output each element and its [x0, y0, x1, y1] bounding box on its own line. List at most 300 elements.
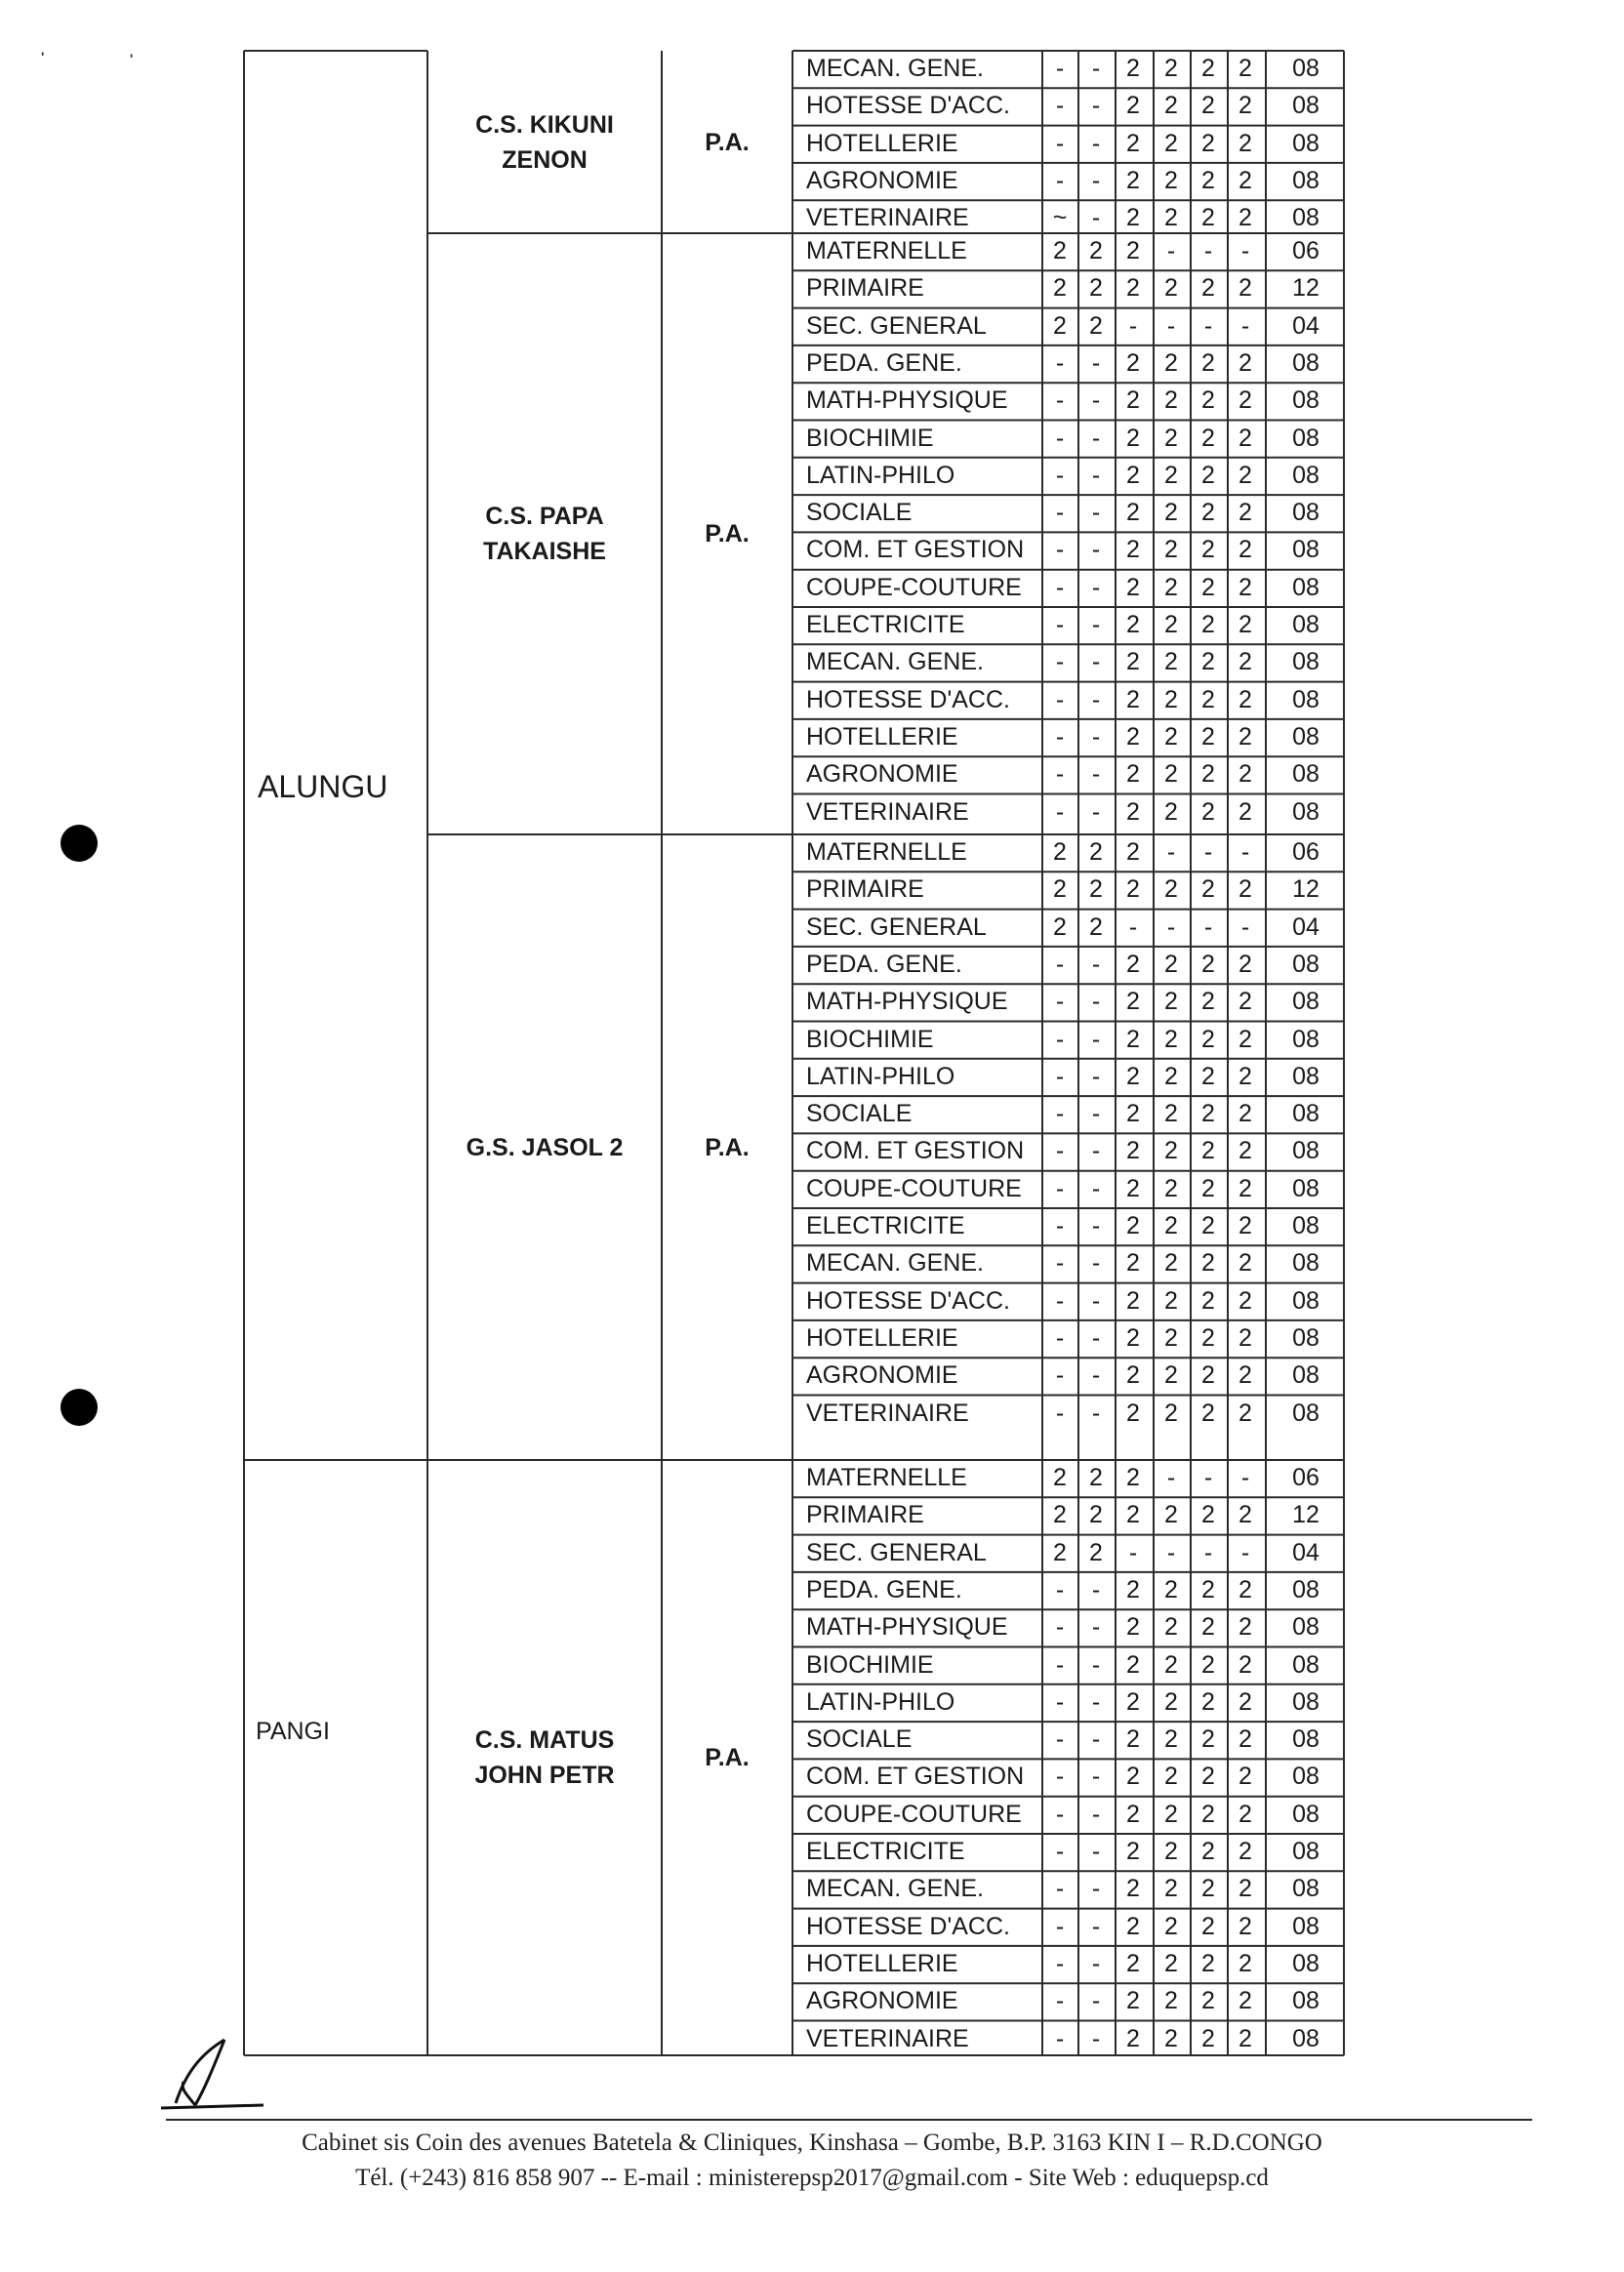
- school-status: P.A.: [705, 1744, 750, 1771]
- class-count: -: [1055, 1613, 1065, 1642]
- class-count: -: [1055, 129, 1065, 157]
- class-count: 2: [1126, 1501, 1140, 1529]
- class-count: -: [1055, 1875, 1065, 1903]
- class-count: 2: [1164, 348, 1178, 377]
- class-count: 2: [1126, 1725, 1140, 1754]
- row-total: 08: [1292, 1650, 1320, 1679]
- class-count: 2: [1164, 722, 1178, 751]
- class-count: 2: [1164, 1323, 1178, 1352]
- class-count: -: [1055, 2024, 1065, 2052]
- class-count: -: [1091, 461, 1101, 489]
- class-count: 2: [1126, 129, 1140, 157]
- option-name: AGRONOMIE: [806, 166, 958, 194]
- option-name: HOTELLERIE: [806, 722, 958, 751]
- option-name: LATIN-PHILO: [806, 1687, 955, 1716]
- class-count: 2: [1089, 913, 1103, 941]
- class-count: 2: [1201, 1575, 1215, 1603]
- class-count: 2: [1201, 1838, 1215, 1865]
- class-count: -: [1240, 913, 1250, 941]
- class-count: 2: [1164, 499, 1178, 527]
- class-count: -: [1091, 55, 1101, 82]
- row-total: 08: [1292, 2024, 1320, 2052]
- class-count: 2: [1126, 988, 1140, 1016]
- class-count: -: [1055, 92, 1065, 120]
- class-count: -: [1091, 611, 1101, 638]
- class-count: -: [1203, 311, 1213, 340]
- class-count: ~: [1052, 204, 1068, 232]
- row-total: 04: [1292, 1538, 1320, 1566]
- class-count: 2: [1201, 1949, 1215, 1977]
- class-count: 2: [1201, 499, 1215, 527]
- option-name: HOTESSE D'ACC.: [806, 92, 1010, 120]
- class-count: -: [1240, 838, 1250, 866]
- class-count: 2: [1201, 1100, 1215, 1128]
- class-count: -: [1091, 204, 1101, 232]
- class-count: 2: [1089, 1464, 1103, 1491]
- row-total: 08: [1292, 1875, 1320, 1903]
- class-count: 2: [1201, 386, 1215, 415]
- class-count: 2: [1201, 1399, 1215, 1427]
- class-count: 2: [1053, 838, 1067, 866]
- row-total: 08: [1292, 722, 1320, 751]
- class-count: -: [1055, 499, 1065, 527]
- class-count: 2: [1238, 1062, 1252, 1090]
- class-count: -: [1091, 1399, 1101, 1427]
- class-count: 2: [1164, 2024, 1178, 2052]
- footer-rule: [0, 2118, 1624, 2124]
- class-count: 2: [1238, 685, 1252, 713]
- class-count: 2: [1053, 913, 1067, 941]
- class-count: -: [1055, 1763, 1065, 1791]
- row-total: 08: [1292, 1249, 1320, 1278]
- option-name: MECAN. GENE.: [806, 648, 984, 676]
- class-count: 2: [1238, 1650, 1252, 1679]
- class-count: -: [1055, 611, 1065, 638]
- class-count: 2: [1126, 838, 1140, 866]
- class-count: 2: [1201, 648, 1215, 676]
- school-name: C.S. PAPA TAKAISHE: [483, 503, 606, 565]
- class-count: 2: [1238, 1361, 1252, 1390]
- class-count: 2: [1164, 988, 1178, 1016]
- class-count: 2: [1126, 875, 1140, 904]
- class-count: 2: [1126, 92, 1140, 120]
- class-count: 2: [1164, 386, 1178, 415]
- class-count: -: [1091, 685, 1101, 713]
- class-count: -: [1128, 1538, 1138, 1566]
- class-count: -: [1055, 1399, 1065, 1427]
- class-count: 2: [1126, 950, 1140, 978]
- class-count: 2: [1126, 1062, 1140, 1090]
- class-count: 2: [1238, 760, 1252, 789]
- row-total: 08: [1292, 55, 1320, 82]
- class-count: 2: [1201, 1687, 1215, 1716]
- class-count: 2: [1126, 760, 1140, 789]
- class-count: -: [1055, 1949, 1065, 1977]
- row-total: 08: [1292, 386, 1320, 415]
- class-count: 2: [1164, 1650, 1178, 1679]
- class-count: 2: [1126, 461, 1140, 489]
- row-total: 08: [1292, 1137, 1320, 1165]
- option-name: ELECTRICITE: [806, 1212, 965, 1239]
- class-count: 2: [1126, 499, 1140, 527]
- class-count: -: [1203, 1464, 1213, 1491]
- class-count: 2: [1238, 1212, 1252, 1239]
- class-count: 2: [1126, 1949, 1140, 1977]
- row-total: 08: [1292, 1912, 1320, 1940]
- class-count: -: [1203, 237, 1213, 264]
- class-count: 2: [1126, 1650, 1140, 1679]
- class-count: 2: [1238, 348, 1252, 377]
- class-count: 2: [1238, 1725, 1252, 1754]
- class-count: 2: [1126, 55, 1140, 82]
- row-total: 08: [1292, 760, 1320, 789]
- school-name: C.S. KIKUNI ZENON: [475, 110, 614, 174]
- class-count: 2: [1164, 1501, 1178, 1529]
- class-count: 2: [1201, 348, 1215, 377]
- row-total: 06: [1292, 838, 1320, 866]
- class-count: 2: [1126, 648, 1140, 676]
- class-count: 2: [1126, 1174, 1140, 1202]
- class-count: -: [1055, 348, 1065, 377]
- class-count: 2: [1238, 1613, 1252, 1642]
- row-total: 12: [1292, 875, 1320, 904]
- row-total: 08: [1292, 648, 1320, 676]
- row-total: 08: [1292, 1361, 1320, 1390]
- row-total: 08: [1292, 1949, 1320, 1977]
- class-count: 2: [1201, 988, 1215, 1016]
- class-count: 2: [1164, 760, 1178, 789]
- class-count: 2: [1126, 237, 1140, 264]
- class-count: 2: [1201, 875, 1215, 904]
- class-count: -: [1240, 237, 1250, 264]
- option-name: VETERINAIRE: [806, 797, 969, 826]
- row-total: 08: [1292, 499, 1320, 527]
- class-count: 2: [1126, 1987, 1140, 2015]
- class-count: -: [1203, 838, 1213, 866]
- class-count: -: [1091, 1763, 1101, 1791]
- class-count: -: [1091, 950, 1101, 978]
- row-total: 06: [1292, 1464, 1320, 1491]
- class-count: -: [1055, 1361, 1065, 1390]
- option-name: PEDA. GENE.: [806, 348, 962, 377]
- class-count: 2: [1126, 685, 1140, 713]
- class-count: 2: [1164, 1399, 1178, 1427]
- class-count: 2: [1089, 875, 1103, 904]
- class-count: 2: [1164, 1361, 1178, 1390]
- class-count: -: [1091, 536, 1101, 564]
- class-count: 2: [1238, 1323, 1252, 1352]
- class-count: -: [1055, 1286, 1065, 1315]
- class-count: -: [1240, 311, 1250, 340]
- class-count: 2: [1164, 611, 1178, 638]
- row-total: 08: [1292, 1025, 1320, 1053]
- class-count: 2: [1126, 1399, 1140, 1427]
- option-name: MATH-PHYSIQUE: [806, 386, 1008, 415]
- class-count: 2: [1126, 1286, 1140, 1315]
- class-count: -: [1091, 92, 1101, 120]
- option-name: AGRONOMIE: [806, 1987, 958, 2015]
- class-count: 2: [1238, 92, 1252, 120]
- class-count: 2: [1164, 1025, 1178, 1053]
- class-count: -: [1055, 1025, 1065, 1053]
- row-total: 08: [1292, 92, 1320, 120]
- option-name: SOCIALE: [806, 1725, 913, 1754]
- class-count: 2: [1164, 1912, 1178, 1940]
- class-count: 2: [1053, 274, 1067, 303]
- class-count: 2: [1238, 648, 1252, 676]
- class-count: 2: [1238, 1399, 1252, 1427]
- class-count: -: [1091, 499, 1101, 527]
- option-name: SEC. GENERAL: [806, 1538, 987, 1566]
- class-count: 2: [1126, 1361, 1140, 1390]
- class-count: 2: [1164, 1100, 1178, 1128]
- class-count: 2: [1238, 1838, 1252, 1865]
- class-count: -: [1166, 838, 1176, 866]
- row-total: 08: [1292, 1212, 1320, 1239]
- class-count: 2: [1089, 274, 1103, 303]
- class-count: 2: [1201, 1174, 1215, 1202]
- option-name: ELECTRICITE: [806, 611, 965, 638]
- class-count: 2: [1126, 797, 1140, 826]
- class-count: 2: [1238, 204, 1252, 232]
- row-total: 04: [1292, 311, 1320, 340]
- class-count: 2: [1201, 1062, 1215, 1090]
- row-total: 08: [1292, 1286, 1320, 1315]
- row-total: 08: [1292, 1838, 1320, 1865]
- class-count: -: [1055, 55, 1065, 82]
- option-name: COUPE-COUTURE: [806, 1800, 1022, 1828]
- class-count: -: [1091, 1137, 1101, 1165]
- class-count: 2: [1201, 55, 1215, 82]
- class-count: 2: [1238, 797, 1252, 826]
- option-name: SOCIALE: [806, 1100, 913, 1128]
- school-status: P.A.: [705, 520, 750, 548]
- class-count: 2: [1201, 797, 1215, 826]
- option-name: COM. ET GESTION: [806, 1763, 1025, 1791]
- option-name: HOTESSE D'ACC.: [806, 1286, 1010, 1315]
- class-count: -: [1055, 1100, 1065, 1128]
- option-name: VETERINAIRE: [806, 2024, 969, 2052]
- class-count: -: [1091, 424, 1101, 452]
- class-count: 2: [1126, 204, 1140, 232]
- class-count: 2: [1201, 1875, 1215, 1903]
- class-count: 2: [1238, 1987, 1252, 2015]
- class-count: 2: [1201, 1361, 1215, 1390]
- option-name: HOTESSE D'ACC.: [806, 1912, 1010, 1940]
- option-name: BIOCHIMIE: [806, 1025, 934, 1053]
- class-count: -: [1055, 1212, 1065, 1239]
- class-count: 2: [1126, 1838, 1140, 1865]
- row-total: 08: [1292, 1399, 1320, 1427]
- class-count: 2: [1201, 685, 1215, 713]
- class-count: 2: [1126, 1613, 1140, 1642]
- class-count: 2: [1126, 424, 1140, 452]
- class-count: 2: [1201, 1613, 1215, 1642]
- class-count: 2: [1201, 166, 1215, 194]
- class-count: 2: [1201, 92, 1215, 120]
- class-count: -: [1055, 1912, 1065, 1940]
- class-count: 2: [1238, 1137, 1252, 1165]
- class-count: -: [1055, 648, 1065, 676]
- row-total: 08: [1292, 1062, 1320, 1090]
- class-count: 2: [1164, 536, 1178, 564]
- class-count: 2: [1089, 838, 1103, 866]
- class-count: -: [1091, 1838, 1101, 1865]
- row-total: 08: [1292, 1613, 1320, 1642]
- option-name: MECAN. GENE.: [806, 55, 984, 82]
- class-count: 2: [1053, 1464, 1067, 1491]
- class-count: 2: [1238, 1249, 1252, 1278]
- class-count: -: [1055, 1249, 1065, 1278]
- class-count: -: [1091, 988, 1101, 1016]
- class-count: 2: [1164, 92, 1178, 120]
- class-count: 2: [1238, 988, 1252, 1016]
- class-count: 2: [1089, 1501, 1103, 1529]
- row-total: 08: [1292, 797, 1320, 826]
- row-total: 08: [1292, 1174, 1320, 1202]
- class-count: -: [1203, 913, 1213, 941]
- region-name: PANGI: [256, 1718, 330, 1745]
- class-count: -: [1166, 237, 1176, 264]
- class-count: 2: [1238, 274, 1252, 303]
- class-count: 2: [1164, 1249, 1178, 1278]
- class-count: 2: [1164, 1212, 1178, 1239]
- row-total: 08: [1292, 536, 1320, 564]
- row-total: 08: [1292, 1725, 1320, 1754]
- class-count: 2: [1164, 875, 1178, 904]
- class-count: 2: [1201, 1763, 1215, 1791]
- class-count: 2: [1126, 536, 1140, 564]
- option-name: SEC. GENERAL: [806, 913, 987, 941]
- row-total: 08: [1292, 129, 1320, 157]
- class-count: 2: [1126, 386, 1140, 415]
- class-count: 2: [1201, 1286, 1215, 1315]
- class-count: 2: [1201, 1501, 1215, 1529]
- option-name: COM. ET GESTION: [806, 536, 1025, 564]
- class-count: -: [1091, 1212, 1101, 1239]
- class-count: 2: [1126, 274, 1140, 303]
- class-count: 2: [1201, 950, 1215, 978]
- class-count: -: [1091, 1286, 1101, 1315]
- class-count: -: [1091, 1687, 1101, 1716]
- option-name: MATH-PHYSIQUE: [806, 988, 1008, 1016]
- class-count: 2: [1164, 129, 1178, 157]
- class-count: 2: [1201, 274, 1215, 303]
- row-total: 08: [1292, 685, 1320, 713]
- class-count: 2: [1164, 55, 1178, 82]
- class-count: 2: [1238, 1800, 1252, 1828]
- class-count: 2: [1053, 1538, 1067, 1566]
- row-total: 08: [1292, 1323, 1320, 1352]
- class-count: 2: [1164, 1800, 1178, 1828]
- class-count: 2: [1164, 648, 1178, 676]
- class-count: 2: [1126, 348, 1140, 377]
- option-name: MATERNELLE: [806, 1464, 967, 1491]
- row-total: 08: [1292, 424, 1320, 452]
- class-count: 2: [1238, 1875, 1252, 1903]
- class-count: 2: [1238, 611, 1252, 638]
- class-count: -: [1055, 1725, 1065, 1754]
- class-count: 2: [1201, 1137, 1215, 1165]
- class-count: -: [1055, 1174, 1065, 1202]
- class-count: 2: [1053, 875, 1067, 904]
- row-total: 04: [1292, 913, 1320, 941]
- class-count: -: [1091, 166, 1101, 194]
- class-count: 2: [1238, 722, 1252, 751]
- option-name: MATERNELLE: [806, 838, 967, 866]
- class-count: -: [1055, 461, 1065, 489]
- class-count: -: [1055, 573, 1065, 601]
- class-count: 2: [1164, 1763, 1178, 1791]
- class-count: 2: [1089, 237, 1103, 264]
- class-count: -: [1091, 1987, 1101, 2015]
- class-count: 2: [1164, 1987, 1178, 2015]
- class-count: 2: [1126, 2024, 1140, 2052]
- class-count: -: [1055, 1838, 1065, 1865]
- region-name: ALUNGU: [258, 769, 388, 804]
- class-count: -: [1055, 166, 1065, 194]
- class-count: 2: [1126, 1875, 1140, 1903]
- class-count: 2: [1126, 1100, 1140, 1128]
- class-count: 2: [1201, 2024, 1215, 2052]
- class-count: -: [1091, 386, 1101, 415]
- class-count: -: [1091, 1912, 1101, 1940]
- class-count: 2: [1164, 1286, 1178, 1315]
- class-count: 2: [1164, 1062, 1178, 1090]
- class-count: -: [1091, 760, 1101, 789]
- school-status: P.A.: [705, 128, 750, 156]
- option-name: VETERINAIRE: [806, 204, 969, 232]
- class-count: 2: [1126, 611, 1140, 638]
- class-count: -: [1055, 722, 1065, 751]
- class-count: -: [1055, 1575, 1065, 1603]
- footer-address: Cabinet sis Coin des avenues Batetela & Cliniques, Kinshasa – Gombe, B.P. 3163 KIN I – R.D.CONGO: [302, 2130, 1322, 2156]
- class-count: 2: [1164, 685, 1178, 713]
- class-count: 2: [1238, 1100, 1252, 1128]
- row-total: 08: [1292, 611, 1320, 638]
- class-count: 2: [1126, 573, 1140, 601]
- option-name: SEC. GENERAL: [806, 311, 987, 340]
- option-name: PEDA. GENE.: [806, 1575, 962, 1603]
- class-count: 2: [1201, 1650, 1215, 1679]
- school-status: P.A.: [705, 1133, 750, 1161]
- class-count: 2: [1164, 797, 1178, 826]
- row-total: 08: [1292, 1987, 1320, 2015]
- option-name: PEDA. GENE.: [806, 950, 962, 978]
- class-count: 2: [1164, 1949, 1178, 1977]
- class-count: 2: [1201, 722, 1215, 751]
- option-name: AGRONOMIE: [806, 1361, 958, 1390]
- row-total: 08: [1292, 950, 1320, 978]
- option-name: MECAN. GENE.: [806, 1249, 984, 1278]
- class-count: 2: [1201, 204, 1215, 232]
- class-count: 2: [1126, 1912, 1140, 1940]
- class-count: 2: [1164, 1838, 1178, 1865]
- class-count: -: [1091, 1323, 1101, 1352]
- class-count: -: [1128, 311, 1138, 340]
- option-name: MATH-PHYSIQUE: [806, 1613, 1008, 1642]
- option-name: ELECTRICITE: [806, 1838, 965, 1865]
- class-count: 2: [1164, 424, 1178, 452]
- class-count: 2: [1238, 1763, 1252, 1791]
- school-name: G.S. JASOL 2: [466, 1133, 624, 1161]
- class-count: -: [1055, 536, 1065, 564]
- class-count: -: [1055, 1687, 1065, 1716]
- row-total: 08: [1292, 461, 1320, 489]
- class-count: 2: [1164, 1687, 1178, 1716]
- class-count: 2: [1126, 1687, 1140, 1716]
- class-count: -: [1055, 1800, 1065, 1828]
